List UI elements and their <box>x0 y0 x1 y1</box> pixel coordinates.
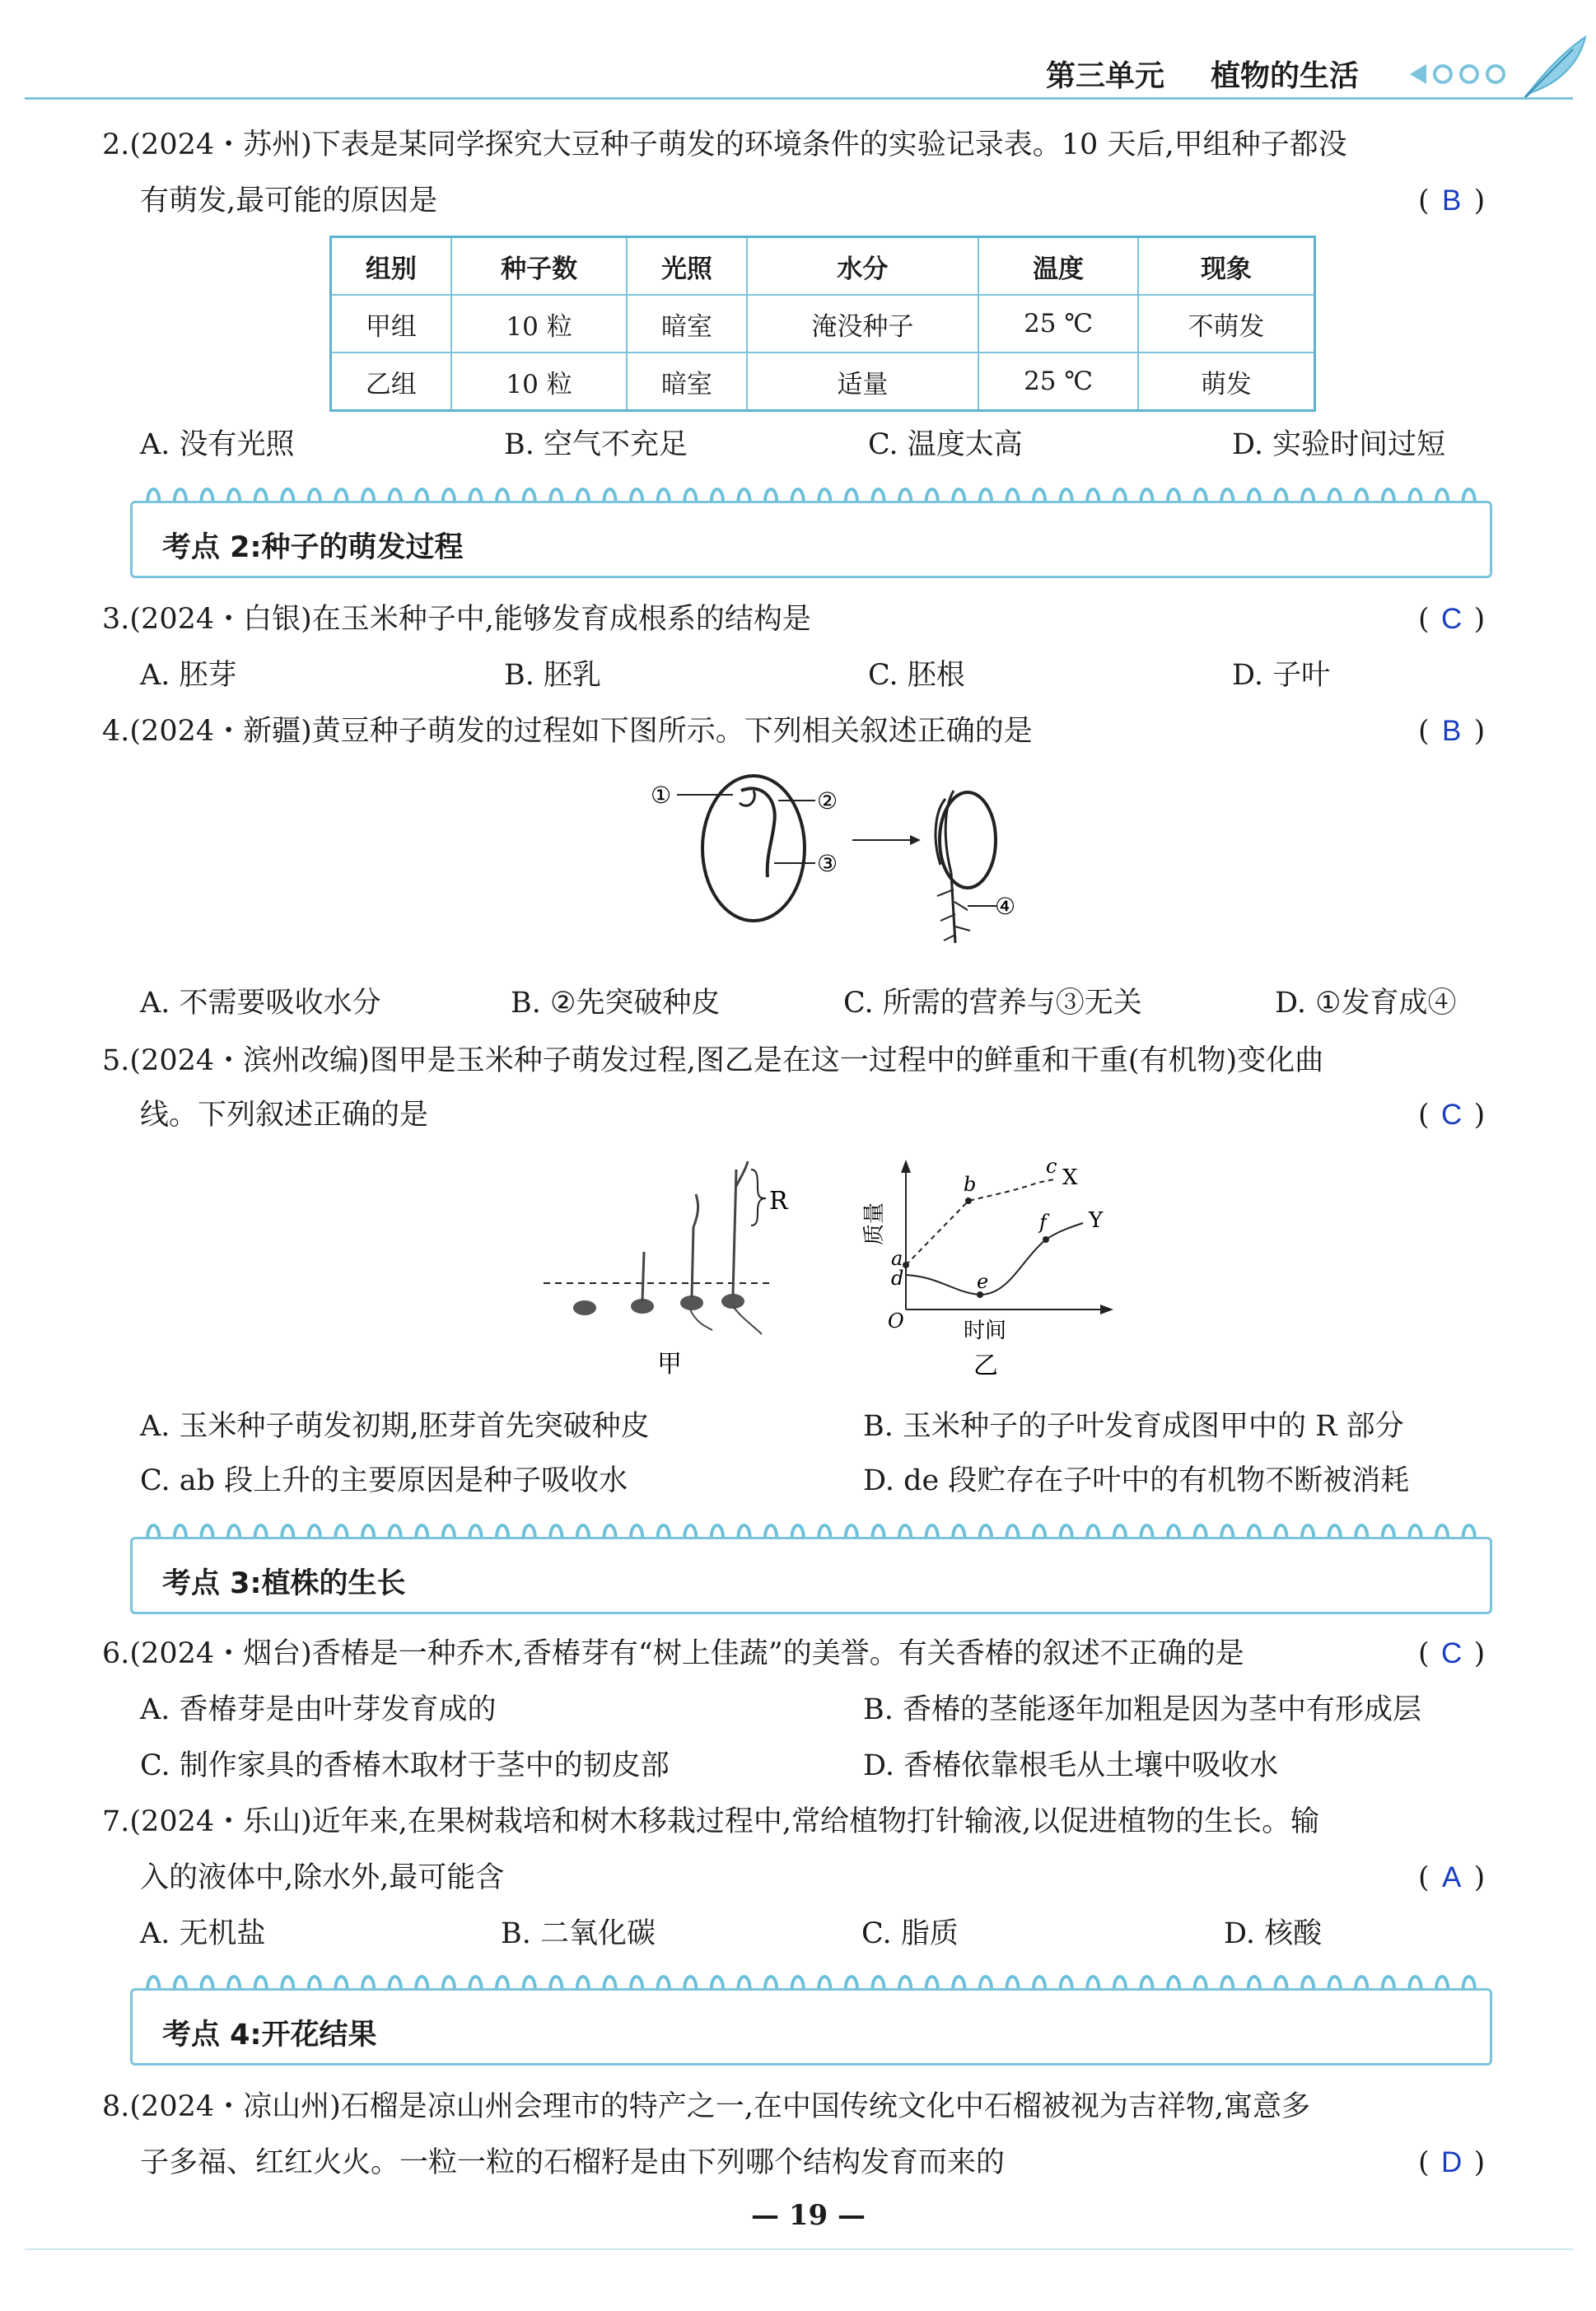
table-row <box>331 352 1315 411</box>
q4-option-c: C. 所需的营养与③无关 <box>843 987 1142 1020</box>
header-arrow-dots-icon <box>1410 58 1509 91</box>
yi-point-a: a <box>891 1247 903 1270</box>
q4-option-d: D. ①发育成④ <box>1275 987 1457 1020</box>
table-cell: 适量 <box>747 352 979 411</box>
feather-icon <box>1515 33 1589 107</box>
table-row <box>331 295 1315 352</box>
section-2-box <box>130 501 1492 578</box>
figure-label-4: ④ <box>995 893 1016 920</box>
q7-stem-line1: 7.(2024・乐山)近年来,在果树栽培和树木移栽过程中,常给植物打针输液,以促进植物的生长。输 <box>102 1805 1320 1838</box>
yi-xlabel: 时间 <box>964 1319 1007 1343</box>
q4-stem: 4.(2024・新疆)黄豆种子萌发的过程如下图所示。下列相关叙述正确的是 <box>102 715 1033 748</box>
q3-stem: 3.(2024・白银)在玉米种子中,能够发育成根系的结构是 <box>102 603 811 636</box>
fig-jia-label-r: R <box>769 1187 788 1216</box>
q6-option-b: B. 香椿的茎能逐年加粗是因为茎中有形成层 <box>863 1693 1421 1726</box>
q5-stem-line1: 5.(2024・滨州改编)图甲是玉米种子萌发过程,图乙是在这一过程中的鲜重和干重(有机物)变化曲 <box>102 1044 1324 1077</box>
q4-answer-letter: B <box>1441 715 1462 747</box>
q7-answer-letter: A <box>1441 1861 1462 1893</box>
table-header-cell: 现象 <box>1138 237 1315 296</box>
q3-option-d: D. 子叶 <box>1232 659 1331 692</box>
chapter-title: 植物的生活 <box>1211 59 1360 93</box>
curve-x-fresh-weight <box>906 1179 1054 1265</box>
q3-option-b: B. 胚乳 <box>504 659 601 692</box>
q3-answer: ( C ) <box>1418 598 1485 641</box>
q2-option-c: C. 温度太高 <box>868 428 1023 461</box>
q5-answer: ( C ) <box>1418 1094 1485 1137</box>
yi-point-d: d <box>891 1267 904 1290</box>
section-4-title: 考点 4:开花结果 <box>162 2019 377 2052</box>
q2-answer-letter: B <box>1441 184 1462 217</box>
figure-label-1: ① <box>651 782 672 809</box>
table-cell: 萌发 <box>1138 352 1315 411</box>
table-header-row <box>331 237 1315 296</box>
curve-y-dry-weight <box>906 1223 1083 1295</box>
table-cell: 暗室 <box>627 352 746 411</box>
table-header-cell: 温度 <box>978 237 1138 296</box>
figure-label-3: ③ <box>817 850 838 877</box>
q6-answer-letter: C <box>1441 1637 1463 1669</box>
fig-jia-caption: 甲 <box>657 1350 682 1379</box>
q7-answer: ( A ) <box>1418 1856 1485 1899</box>
q4-option-a: A. 不需要吸收水分 <box>140 987 381 1020</box>
q3-option-c: C. 胚根 <box>868 659 965 692</box>
figure-label-2: ② <box>817 787 838 815</box>
table-cell: 25 ℃ <box>978 295 1138 352</box>
q4-answer: ( B ) <box>1418 710 1485 753</box>
section-3-box <box>130 1537 1492 1614</box>
q7-option-a: A. 无机盐 <box>140 1917 266 1950</box>
q3-answer-letter: C <box>1441 603 1463 635</box>
yi-point-c: c <box>1046 1155 1057 1178</box>
q8-answer-letter: D <box>1441 2146 1463 2178</box>
yi-origin: O <box>888 1310 904 1333</box>
q8-stem-line2: 子多福、红红火火。一粒一粒的石榴籽是由下列哪个结构发育而来的 <box>140 2146 1006 2179</box>
q2-option-d: D. 实验时间过短 <box>1232 428 1446 461</box>
table-cell: 乙组 <box>331 352 451 411</box>
q4-seed-germination-figure <box>642 766 1021 964</box>
q5-answer-letter: C <box>1441 1099 1463 1131</box>
q4-option-b: B. ②先突破种皮 <box>511 987 721 1020</box>
page-header <box>0 0 1596 107</box>
q7-option-b: B. 二氧化碳 <box>501 1917 656 1950</box>
yi-ylabel: 质量 <box>862 1202 887 1245</box>
q5-stem-line2: 线。下列叙述正确的是 <box>140 1099 429 1132</box>
table-cell: 暗室 <box>627 295 746 352</box>
q7-option-d: D. 核酸 <box>1224 1917 1323 1950</box>
yi-point-b: b <box>964 1173 977 1196</box>
q2-stem-line1: 2.(2024・苏州)下表是某同学探究大豆种子萌发的环境条件的实验记录表。10 天后,甲组种子都没 <box>102 128 1347 161</box>
q8-stem-line1: 8.(2024・凉山州)石榴是凉山州会理市的特产之一,在中国传统文化中石榴被视为吉祥物,寓意多 <box>102 2090 1311 2123</box>
q5-option-d: D. de 段贮存在子叶中的有机物不断被消耗 <box>863 1464 1410 1497</box>
footer-rule <box>25 2248 1573 2250</box>
yi-point-e: e <box>977 1270 989 1293</box>
q6-answer: ( C ) <box>1418 1632 1485 1675</box>
table-header-cell: 组别 <box>331 237 451 296</box>
section-4-box <box>130 1988 1492 2066</box>
table-header-cell: 光照 <box>627 237 746 296</box>
section-2-title: 考点 2:种子的萌发过程 <box>162 531 464 564</box>
fig-yi-caption: 乙 <box>973 1352 998 1380</box>
table-header-cell: 种子数 <box>451 237 627 296</box>
table-header-cell: 水分 <box>747 237 979 296</box>
q6-option-c: C. 制作家具的香椿木取材于茎中的韧皮部 <box>140 1749 670 1782</box>
yi-point-f: f <box>1039 1211 1047 1234</box>
q5-option-b: B. 玉米种子的子叶发育成图甲中的 R 部分 <box>863 1410 1404 1443</box>
q3-option-a: A. 胚芽 <box>140 659 237 692</box>
header-rule <box>25 97 1573 100</box>
q7-stem-line2: 入的液体中,除水外,最可能含 <box>140 1861 505 1894</box>
table-cell: 淹没种子 <box>747 295 979 352</box>
q7-option-c: C. 脂质 <box>861 1917 959 1950</box>
q5-option-c: C. ab 段上升的主要原因是种子吸收水 <box>140 1464 628 1497</box>
q5-option-a: A. 玉米种子萌发初期,胚芽首先突破种皮 <box>140 1410 650 1443</box>
q2-option-b: B. 空气不充足 <box>504 428 688 461</box>
q5-figure-yi <box>848 1153 1161 1392</box>
page-number: — 19 — <box>751 2199 866 2232</box>
q2-answer: ( B ) <box>1418 180 1485 222</box>
yi-curve-y-label: Y <box>1089 1208 1104 1233</box>
table-cell: 10 粒 <box>451 295 627 352</box>
table-cell: 甲组 <box>331 295 451 352</box>
section-3-title: 考点 3:植株的生长 <box>162 1567 406 1600</box>
q6-option-a: A. 香椿芽是由叶芽发育成的 <box>140 1693 497 1726</box>
q8-answer: ( D ) <box>1418 2141 1485 2184</box>
q2-stem-line2: 有萌发,最可能的原因是 <box>140 184 438 217</box>
table-cell: 10 粒 <box>451 352 627 411</box>
q6-stem: 6.(2024・烟台)香椿是一种乔木,香椿芽有“树上佳蔬”的美誉。有关香椿的叙述不正确的是 <box>102 1637 1244 1670</box>
unit-title: 第三单元 <box>1046 59 1165 93</box>
q2-data-table <box>329 236 1316 412</box>
q6-option-d: D. 香椿依靠根毛从土壤中吸收水 <box>863 1749 1279 1782</box>
q2-option-a: A. 没有光照 <box>140 428 295 461</box>
radicle-emerging <box>741 788 775 877</box>
table-cell: 25 ℃ <box>978 352 1138 411</box>
table-cell: 不萌发 <box>1138 295 1315 352</box>
yi-curve-x-label: X <box>1062 1165 1078 1190</box>
q5-figure-jia <box>527 1161 791 1392</box>
